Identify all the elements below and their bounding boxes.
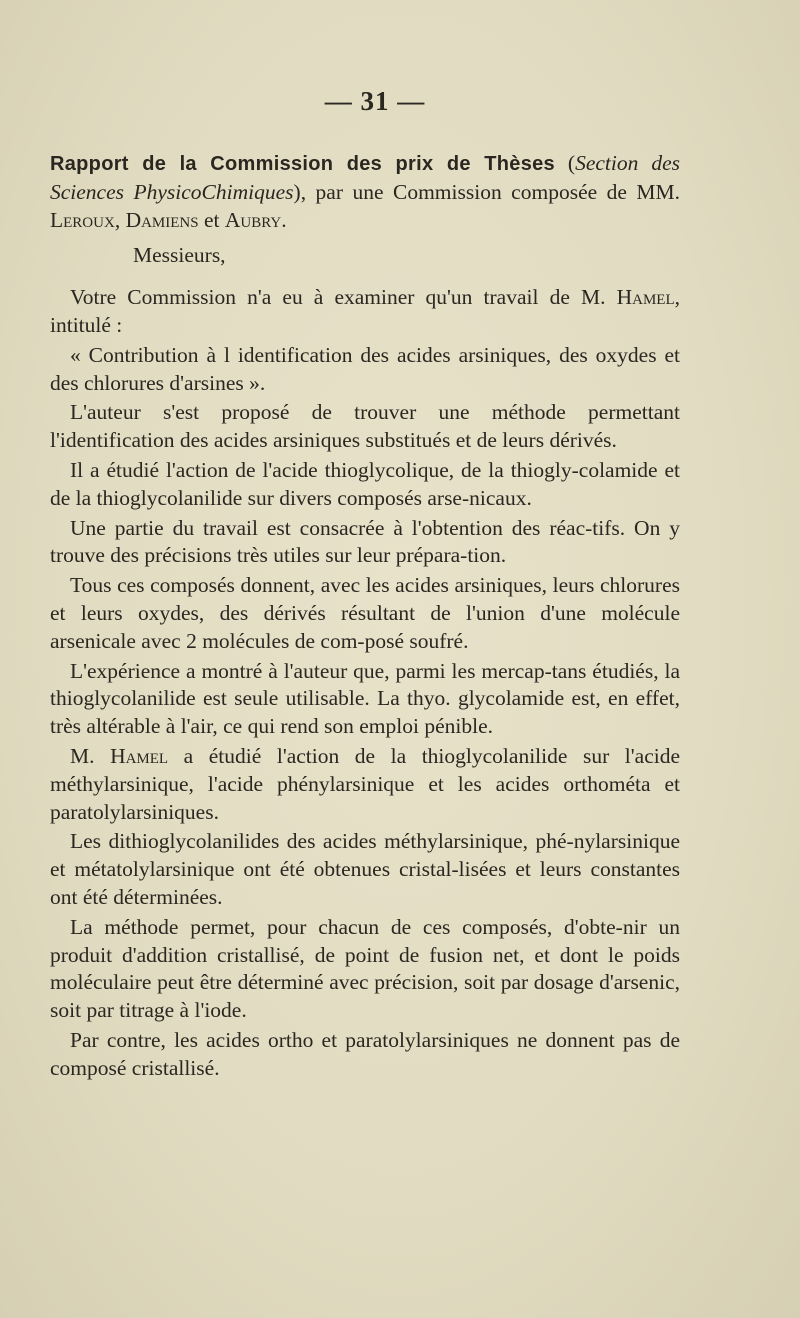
author-name: Hamel [616, 285, 675, 310]
page-number: — 31 — [324, 86, 426, 116]
paragraph: L'auteur s'est proposé de trouver une méthode permettant l'identification des acides arsiniques substitués et de leurs dérivés. [50, 400, 680, 453]
heading-paren-open: ( [554, 151, 576, 175]
paragraph [50, 284, 680, 340]
paragraph: L'expérience a montré à l'auteur que, parmi les mercap-tans étudiés, la thioglycolanilide est seule utilisable. La thyo. glycolamide est, en effet, très altérable à l'air, ce qui rend son emploi pénible. [50, 658, 680, 739]
heading-title: Rapport de la Commission des prix de Thèses [50, 153, 555, 175]
paragraph-text: Votre Commission n'a eu à examiner qu'un travail de M. [70, 285, 617, 310]
author-name: Hamel [110, 743, 169, 768]
report-heading [50, 150, 680, 234]
paragraph: Par contre, les acides ortho et paratolylarsiniques ne donnent pas de composé cristallisé. [50, 1027, 680, 1080]
salutation: Messieurs, [133, 243, 226, 268]
paragraph-text: a étudié l'action de la thioglycolanilide sur l'acide méthylarsinique, l'acide phénylarsinique et les acides orthométa et paratolylarsiniques. [50, 743, 680, 824]
heading-separator: et [198, 207, 225, 232]
paragraph: « Contribution à l identification des acides arsiniques, des oxydes et des chlorures d'arsines ». [50, 342, 680, 395]
heading-commission: ), par une Commission composée de MM. [293, 179, 681, 204]
heading-section: Section des Sciences PhysicoChimiques [50, 151, 680, 204]
paragraph: Les dithioglycolanilides des acides méthylarsinique, phé-nylarsinique et métatolylarsinique ont été obtenues cristal-lisées et leurs constantes ont été déterminées. [50, 829, 680, 909]
commission-member-leroux: Leroux [50, 207, 115, 232]
paragraph: Une partie du travail est consacrée à l'obtention des réac-tifs. On y trouve des précisions très utiles sur leur prépara-tion. [50, 515, 680, 568]
paragraph: Tous ces composés donnent, avec les acides arsiniques, leurs chlorures et leurs oxydes, des dérivés résultant de l'union d'une molécule arsenicale avec 2 molécules de com-posé soufré. [50, 573, 680, 653]
heading-separator: , [114, 207, 126, 232]
heading-end: . [281, 207, 287, 232]
commission-member-damiens: Damiens [125, 207, 199, 232]
paragraph-text: , intitulé : [50, 285, 680, 337]
commission-member-aubry: Aubry [224, 207, 282, 232]
paragraph-text: M. [70, 743, 111, 768]
paragraph: La méthode permet, pour chacun de ces composés, d'obte-nir un produit d'addition cristallisé, de point de fusion net, et dont le poids moléculaire peut être déterminé avec précision, soit par dosage d'arsenic, soit par titrage à l'iode. [50, 914, 680, 1023]
body-text [50, 150, 680, 1083]
paragraph: Il a étudié l'action de l'acide thioglycolique, de la thiogly-colamide et de la thioglycolanilide sur divers composés arse-nicaux. [50, 457, 680, 510]
paragraph [50, 743, 680, 826]
